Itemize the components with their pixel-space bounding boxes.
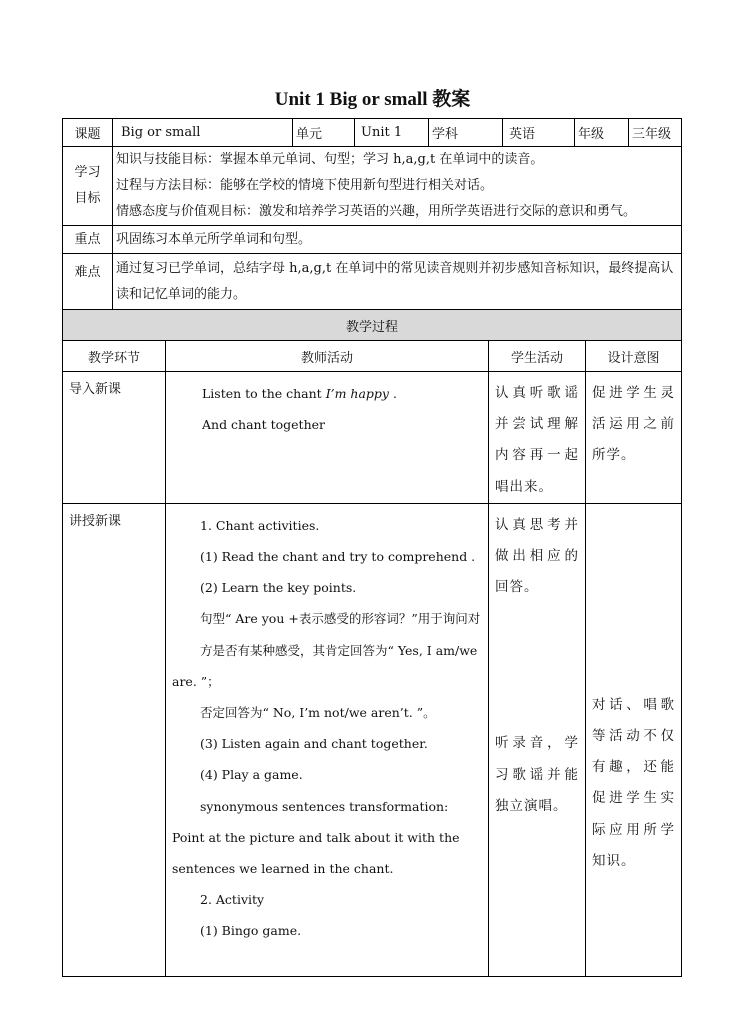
- col-stage: 教学环节: [63, 341, 166, 372]
- teacher-line: 2. Activity: [200, 892, 265, 908]
- teacher-new: [166, 503, 489, 976]
- goals-label-line1: 学习: [74, 165, 101, 180]
- grade-value: 三年级: [629, 119, 682, 147]
- teacher-line: 1. Chant activities.: [200, 517, 320, 533]
- col-student: 学生活动: [489, 341, 586, 372]
- teacher-line: And chant together: [202, 417, 325, 433]
- unit-label: 单元: [293, 119, 355, 147]
- topic-value: Big or small: [113, 119, 293, 147]
- difficulties-label: 难点: [63, 254, 113, 311]
- goals-content: [113, 147, 682, 226]
- teacher-line: (2) Learn the key points.: [200, 580, 357, 596]
- stage-intro: 导入新课: [63, 372, 166, 504]
- goal-process: 过程与方法目标：能够在学校的情境下使用新句型进行相关对话。: [116, 178, 494, 193]
- goal-knowledge: 知识与技能目标：掌握本单元单词、句型；学习 h,a,g,t 在单词中的读音。: [116, 152, 544, 167]
- teacher-line: (4) Play a game.: [200, 767, 303, 783]
- col-purpose: 设计意图: [586, 341, 682, 372]
- student-new: [489, 503, 586, 976]
- subject-label: 学科: [429, 119, 503, 147]
- student-activity-1: 认真思考并做出相应的回答。: [495, 516, 579, 596]
- difficulties-text: 通过复习已学单词，总结字母 h,a,g,t 在单词中的常见读音规则并初步感知音标知识，最终提高认读和记忆单词的能力。: [113, 254, 682, 311]
- info-table: [62, 118, 682, 311]
- unit-value: Unit 1: [355, 119, 429, 147]
- process-row: [63, 503, 682, 976]
- teacher-line: Listen to the chant I’m happy .: [202, 386, 397, 401]
- teacher-line: 方是否有某种感受，其肯定回答为“ Yes, I am/we are. ”；: [172, 642, 478, 689]
- teacher-intro: [166, 372, 489, 504]
- teacher-line: 句型“ Are you +表示感受的形容词？”用于询问对: [200, 611, 481, 627]
- teacher-line: (1) Bingo game.: [200, 923, 302, 939]
- process-table: [62, 309, 682, 977]
- topic-label: 课题: [63, 119, 113, 147]
- page-title: Unit 1 Big or small 教案: [274, 89, 471, 110]
- stage-new: 讲授新课: [63, 503, 166, 976]
- teacher-line: (1) Read the chant and try to comprehend .: [200, 549, 476, 565]
- grade-label: 年级: [575, 119, 629, 147]
- goals-label: [63, 147, 113, 226]
- purpose-intro: 促进学生灵活运用之前所学。: [586, 372, 682, 504]
- key-points-label: 重点: [63, 226, 113, 254]
- goal-attitude: 情感态度与价值观目标：激发和培养学习英语的兴趣，用所学英语进行交际的意识和勇气。: [116, 204, 637, 219]
- goals-label-line2: 目标: [74, 191, 101, 206]
- key-points-text: 巩固练习本单元所学单词和句型。: [113, 226, 682, 254]
- student-intro: 认真听歌谣并尝试理解内容再一起唱出来。: [489, 372, 586, 504]
- subject-value: 英语: [503, 119, 575, 147]
- process-row: [63, 372, 682, 504]
- teacher-line: 否定回答为“ No, I’m not/we aren’t. ”。: [200, 705, 436, 721]
- student-activity-2: 听录音，学习歌谣并能独立演唱。: [495, 735, 579, 814]
- teacher-line: (3) Listen again and chant together.: [200, 736, 428, 752]
- purpose-new: 对话、唱歌等活动不仅有趣，还能促进学生实际应用所学知识。: [586, 503, 682, 976]
- teacher-line: synonymous sentences transformation: Point at the picture and talk about it with the sentences we learned in the chant.: [172, 798, 460, 877]
- col-teacher: 教师活动: [166, 341, 489, 372]
- process-header: 教学过程: [63, 310, 682, 341]
